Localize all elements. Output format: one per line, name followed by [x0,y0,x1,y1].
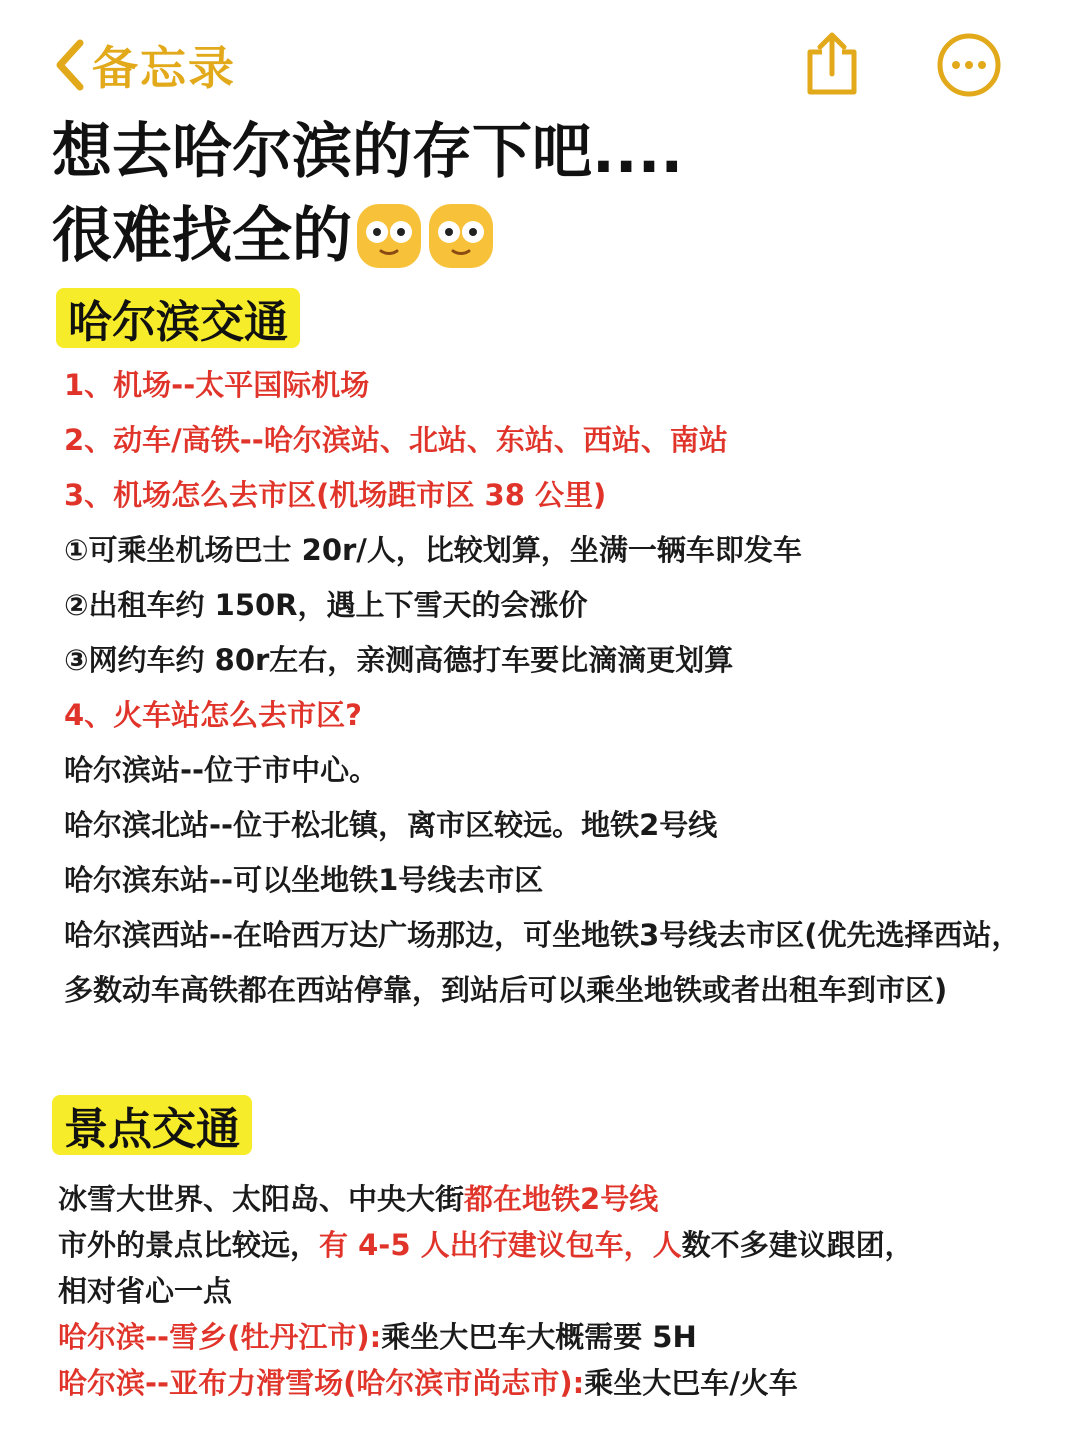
list-item: 4、火车站怎么去市区? [64,698,363,732]
title-line-2 [52,194,1032,278]
share-button[interactable] [800,30,864,100]
chevron-left-icon [52,37,86,93]
text-segment-highlight: 都在地铁2号线 [464,1182,659,1216]
attractions-list [58,1176,1048,1406]
list-item [58,1360,1048,1406]
text-segment-highlight: 有 4-5 人出行建议包车，人 [319,1228,682,1262]
text-segment: 数不多建议跟团， [681,1228,914,1262]
face-emoji-icon [426,201,496,271]
text-segment: 乘坐大巴车/火车 [584,1366,798,1400]
text-segment-highlight: 哈尔滨--亚布力滑雪场(哈尔滨市尚志市): [58,1366,585,1400]
list-item: 2、动车/高铁--哈尔滨站、北站、东站、西站、南站 [64,423,728,457]
list-item: ①可乘坐机场巴士 20r/人，比较划算，坐满一辆车即发车 [64,533,802,567]
back-button[interactable] [52,30,236,100]
back-label: 备忘录 [92,41,236,95]
face-emoji-icon [354,201,424,271]
share-icon [800,30,864,100]
section-heading-attractions: 景点交通 [52,1095,252,1155]
text-segment-highlight: 哈尔滨--雪乡(牡丹江市): [58,1320,382,1354]
list-item: ②出租车约 150R，遇上下雪天的会涨价 [64,588,588,622]
title-line-1: 想去哈尔滨的存下吧.... [52,117,684,187]
more-icon [936,32,1002,98]
title-line-2-text: 很难找全的 [52,201,352,271]
note-title [52,110,1032,278]
list-item: 哈尔滨北站--位于松北镇，离市区较远。地铁2号线 [64,808,718,842]
list-item: ③网约车约 80r左右，亲测高德打车要比滴滴更划算 [64,643,734,677]
text-segment: 冰雪大世界、太阳岛、中央大街 [58,1182,465,1216]
list-item [58,1314,1048,1360]
transport-list [64,358,1034,1018]
list-item [58,1176,1048,1222]
list-item: 相对省心一点 [58,1274,233,1308]
list-item: 哈尔滨站--位于市中心。 [64,753,379,787]
list-item: 1、机场--太平国际机场 [64,368,370,402]
list-item [58,1222,1048,1268]
west-station-paragraph: 哈尔滨西站--在哈西万达广场那边，可坐地铁3号线去市区(优先选择西站，多数动车高铁都在西站停靠，到站后可以乘坐地铁或者出租车到市区) [64,918,1021,1007]
list-item: 3、机场怎么去市区(机场距市区 38 公里) [64,478,607,512]
nav-bar [0,0,1080,110]
more-button[interactable] [936,32,1002,98]
text-segment: 乘坐大巴车大概需要 5H [381,1320,697,1354]
section-heading-transport: 哈尔滨交通 [56,288,300,348]
list-item: 哈尔滨东站--可以坐地铁1号线去市区 [64,863,544,897]
text-segment: 市外的景点比较远， [58,1228,320,1262]
